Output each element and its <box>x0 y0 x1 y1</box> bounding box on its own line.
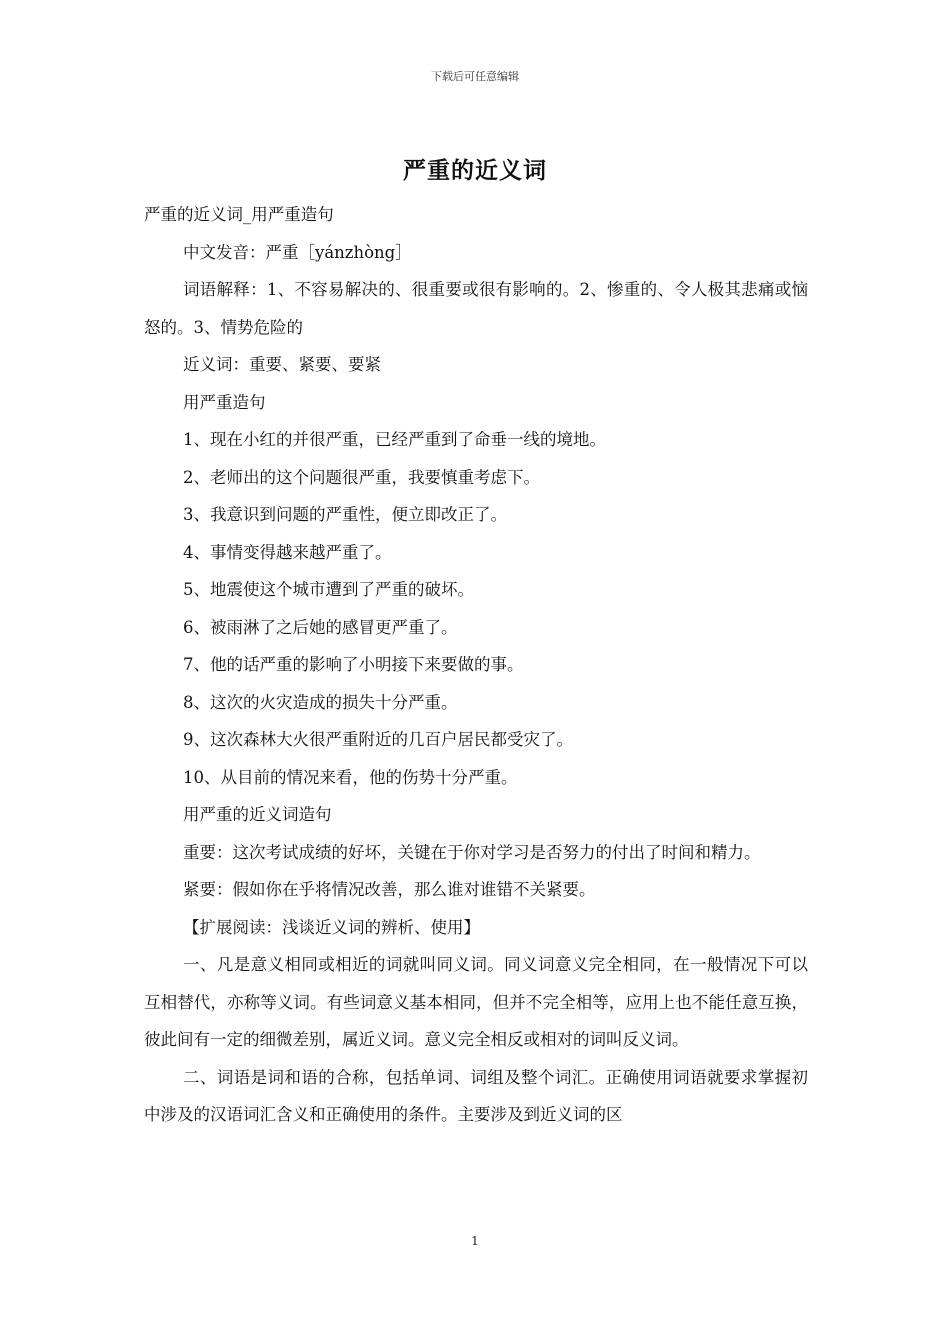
example-sentence: 5、地震使这个城市遭到了严重的破坏。 <box>183 580 474 599</box>
paragraph-extended: 一、凡是意义相同或相近的词就叫同义词。同义词意义完全相同，在一般情况下可以互相替代，亦称等义词。有些词意义基本相同，但并不完全相等，应用上也不能任意互换，彼此间有一定的细微差别，属近义词。意义完全相反或相对的词叫反义词。 <box>144 955 808 1049</box>
example-sentence: 6、被雨淋了之后她的感冒更严重了。 <box>183 617 458 637</box>
example-sentence: 2、老师出的这个问题很严重，我要慎重考虑下。 <box>183 467 540 487</box>
page-number: 1 <box>471 1234 479 1248</box>
section-heading-examples: 用严重造句 <box>183 392 266 412</box>
document-body <box>144 196 808 1134</box>
paragraph-extended: 二、词语是词和语的合称，包括单词、词组及整个词汇。正确使用词语就要求掌握初中涉及的汉语词汇含义和正确使用的条件。主要涉及到近义词的区 <box>144 1067 808 1124</box>
section-heading-extended-reading: 【扩展阅读：浅谈近义词的辨析、使用】 <box>183 917 480 937</box>
example-sentence: 1、现在小红的并很严重，已经严重到了命垂一线的境地。 <box>183 430 606 449</box>
paragraph-definition: 词语解释：1、不容易解决的、很重要或很有影响的。2、惨重的、令人极其悲痛或恼怒的。3、情势危险的 <box>144 280 808 337</box>
header-note: 下载后可任意编辑 <box>431 70 519 83</box>
example-sentence: 8、这次的火灾造成的损失十分严重。 <box>183 692 458 712</box>
example-sentence: 9、这次森林大火很严重附近的几百户居民都受灾了。 <box>183 730 573 749</box>
paragraph-pronunciation: 中文发音：严重［yánzhòng］ <box>183 242 412 262</box>
synonym-example: 紧要：假如你在乎将情况改善，那么谁对谁错不关紧要。 <box>183 880 596 899</box>
paragraph-synonyms: 近义词：重要、紧要、要紧 <box>183 355 381 374</box>
example-sentence: 3、我意识到问题的严重性，便立即改正了。 <box>183 505 507 524</box>
example-sentence: 10、从目前的情况来看，他的伤势十分严重。 <box>183 767 518 787</box>
section-heading-synonym-examples: 用严重的近义词造句 <box>183 805 332 824</box>
example-sentence: 4、事情变得越来越严重了。 <box>183 542 392 562</box>
page-title: 严重的近义词 <box>403 157 547 184</box>
example-sentence: 7、他的话严重的影响了小明接下来要做的事。 <box>183 655 524 674</box>
document-subtitle: 严重的近义词_用严重造句 <box>144 205 334 224</box>
synonym-example: 重要：这次考试成绩的好坏，关键在于你对学习是否努力的付出了时间和精力。 <box>183 842 761 862</box>
